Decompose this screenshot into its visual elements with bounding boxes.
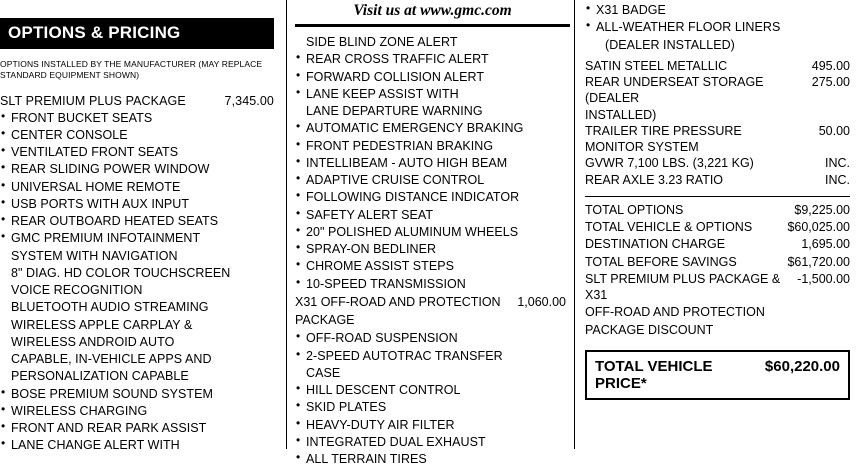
option-row-amount: INC. — [825, 172, 850, 187]
total-row-label: DESTINATION CHARGE — [585, 237, 726, 252]
total-row — [585, 202, 858, 218]
feature-item: • INTELLIBEAM - AUTO HIGH BEAM — [295, 155, 570, 171]
option-row — [585, 74, 858, 107]
total-row — [585, 304, 858, 320]
feature-item: • REAR CROSS TRAFFIC ALERT — [295, 51, 570, 67]
option-row-label: GVWR 7,100 LBS. (3,221 KG) — [585, 156, 754, 171]
total-row — [585, 219, 858, 235]
options-pricing-column — [0, 0, 282, 453]
middle-feature-list — [295, 34, 570, 292]
offroad-package-line — [295, 294, 570, 310]
feature-item: VOICE RECOGNITION — [11, 283, 143, 298]
feature-item: • ADAPTIVE CRUISE CONTROL — [295, 172, 570, 188]
feature-item: WIRELESS ANDROID AUTO — [11, 334, 175, 349]
feature-item: BLUETOOTH AUDIO STREAMING — [11, 300, 209, 315]
feature-item: CASE — [306, 365, 341, 380]
offroad-package-price: 1,060.00 — [517, 294, 566, 309]
feature-item: • REAR OUTBOARD HEATED SEATS — [0, 213, 282, 229]
feature-item: • ALL TERRAIN TIRES — [295, 451, 570, 467]
option-row — [585, 172, 858, 188]
total-vehicle-price-box — [585, 350, 850, 400]
offroad-package-label-line2 — [295, 312, 570, 328]
feature-item: LANE DEPARTURE WARNING — [306, 104, 483, 118]
left-feature-list — [0, 110, 282, 454]
feature-item: • WIRELESS CHARGING — [0, 403, 282, 419]
manufacturer-options-disclaimer: OPTIONS INSTALLED BY THE MANUFACTURER (MAY REPLACE STANDARD EQUIPMENT SHOWN) — [0, 58, 263, 81]
feature-item: • AUTOMATIC EMERGENCY BRAKING — [295, 120, 570, 136]
total-row — [585, 236, 858, 252]
package-line — [0, 94, 274, 108]
feature-item: • SAFETY ALERT SEAT — [295, 207, 570, 223]
feature-item: PERSONALIZATION CAPABLE — [11, 369, 189, 384]
package-price: 7,345.00 — [224, 93, 274, 108]
feature-item: • SKID PLATES — [295, 399, 570, 415]
total-vehicle-price-label: TOTAL VEHICLE PRICE* — [595, 357, 713, 392]
total-row-amount: 1,695.00 — [801, 237, 850, 252]
total-row-amount: $61,720.00 — [787, 254, 850, 269]
feature-item: • HILL DESCENT CONTROL — [295, 382, 570, 398]
total-row-label: TOTAL VEHICLE & OPTIONS — [585, 220, 753, 234]
option-row-label: REAR AXLE 3.23 RATIO — [585, 172, 724, 187]
feature-item: • LANE CHANGE ALERT WITH — [0, 437, 282, 453]
option-row-label: TRAILER TIRE PRESSURE — [585, 123, 742, 138]
total-row-label: TOTAL OPTIONS — [585, 202, 684, 217]
package-label: SLT PREMIUM PLUS PACKAGE — [0, 93, 186, 108]
offroad-package-label-cont: PACKAGE — [295, 313, 355, 327]
feature-item: • LANE KEEP ASSIST WITH — [295, 86, 570, 102]
total-vehicle-price-amount: $60,220.00 — [764, 357, 840, 375]
feature-item: SYSTEM WITH NAVIGATION — [11, 248, 178, 263]
options-pricing-banner: OPTIONS & PRICING — [0, 18, 274, 49]
option-row-label: REAR UNDERSEAT STORAGE (DEALER — [585, 75, 764, 106]
feature-item: • 20" POLISHED ALUMINUM WHEELS — [295, 224, 570, 240]
option-row — [585, 123, 858, 139]
feature-item: • REAR SLIDING POWER WINDOW — [0, 161, 282, 177]
total-row-label: PACKAGE DISCOUNT — [585, 322, 714, 337]
feature-item: • FRONT AND REAR PARK ASSIST — [0, 420, 282, 436]
total-row-label: OFF-ROAD AND PROTECTION — [585, 305, 765, 320]
option-row-amount: 495.00 — [811, 58, 850, 73]
feature-item: • CHROME ASSIST STEPS — [295, 258, 570, 274]
feature-item: • UNIVERSAL HOME REMOTE — [0, 179, 282, 195]
feature-item: • FRONT BUCKET SEATS — [0, 110, 282, 126]
total-row — [585, 254, 858, 270]
feature-item: • VENTILATED FRONT SEATS — [0, 144, 282, 160]
option-row-amount: INC. — [825, 156, 850, 171]
total-row — [585, 271, 858, 304]
option-row-label: SATIN STEEL METALLIC — [585, 58, 728, 73]
feature-item: CAPABLE, IN-VEHICLE APPS AND — [11, 352, 212, 367]
right-feature-list — [585, 2, 858, 53]
total-row — [585, 322, 858, 338]
total-row-amount: $60,025.00 — [787, 220, 850, 234]
feature-item: • ALL-WEATHER FLOOR LINERS — [585, 19, 858, 35]
feature-item: • USB PORTS WITH AUX INPUT — [0, 196, 282, 212]
feature-item: • 2-SPEED AUTOTRAC TRANSFER — [295, 348, 570, 364]
visit-website-text: Visit us at www.gmc.com — [353, 2, 512, 19]
option-row-label: MONITOR SYSTEM — [585, 140, 699, 154]
totals-divider — [585, 196, 850, 197]
feature-item: • BOSE PREMIUM SOUND SYSTEM — [0, 386, 282, 402]
option-row — [585, 139, 858, 155]
option-row-label: INSTALLED) — [585, 107, 657, 122]
features-column — [286, 0, 570, 466]
offroad-package-label: X31 OFF-ROAD AND PROTECTION — [295, 294, 501, 309]
totals-column — [574, 0, 858, 449]
option-row-amount: 50.00 — [818, 123, 850, 138]
option-row — [585, 58, 858, 74]
feature-item: • OFF-ROAD SUSPENSION — [295, 330, 570, 346]
feature-item: • INTEGRATED DUAL EXHAUST — [295, 434, 570, 450]
total-row-label: TOTAL BEFORE SAVINGS — [585, 254, 737, 269]
feature-item: • 10-SPEED TRANSMISSION — [295, 276, 570, 292]
feature-item: WIRELESS APPLE CARPLAY & — [11, 317, 193, 332]
option-row — [585, 155, 858, 171]
totals-list — [585, 202, 858, 338]
offroad-feature-list — [295, 330, 570, 467]
feature-item: • FORWARD COLLISION ALERT — [295, 69, 570, 85]
feature-item: • CENTER CONSOLE — [0, 127, 282, 143]
feature-item: • FRONT PEDESTRIAN BRAKING — [295, 138, 570, 154]
feature-item: SIDE BLIND ZONE ALERT — [306, 35, 458, 49]
feature-item: (DEALER INSTALLED) — [605, 37, 735, 52]
feature-item: • FOLLOWING DISTANCE INDICATOR — [295, 189, 570, 205]
feature-item: • GMC PREMIUM INFOTAINMENT — [0, 230, 282, 246]
options-amount-list — [585, 58, 858, 188]
option-row — [585, 107, 858, 123]
total-row-label: SLT PREMIUM PLUS PACKAGE & X31 — [585, 271, 781, 302]
feature-item: • X31 BADGE — [585, 2, 858, 18]
option-row-amount: 275.00 — [811, 75, 850, 89]
feature-item: • SPRAY-ON BEDLINER — [295, 241, 570, 257]
feature-item: • HEAVY-DUTY AIR FILTER — [295, 417, 570, 433]
feature-item: 8" DIAG. HD COLOR TOUCHSCREEN — [11, 265, 231, 280]
total-row-amount: -1,500.00 — [797, 271, 850, 286]
header-divider — [295, 24, 570, 27]
total-row-amount: $9,225.00 — [794, 202, 850, 217]
